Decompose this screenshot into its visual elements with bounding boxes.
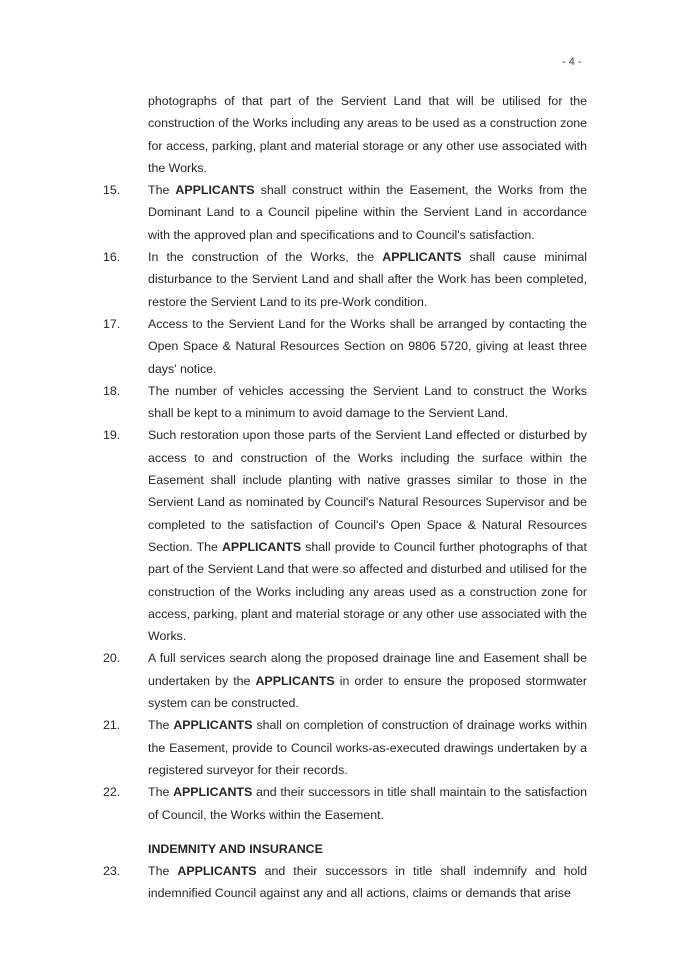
applicants-term: APPLICANTS — [175, 183, 255, 198]
clause-text — [148, 714, 587, 781]
clause-text-end: shall on completion of construction of drainage works within the Easement, provide to Council works-as-executed drawings undertaken by a registered surveyor for their records. — [148, 718, 587, 777]
clause-18 — [0, 380, 683, 425]
clause-text-start: The — [148, 864, 178, 879]
clause-number: 16. — [103, 250, 121, 265]
clause-text-start: The — [148, 785, 174, 800]
applicants-term: APPLICANTS — [173, 785, 253, 800]
clause-23 — [0, 860, 683, 905]
intro-text: photographs of that part of the Servient Land that will be utilised for the construction of the Works including any areas to be used as a construction zone for access, parking, plant and material storage or any other use associated with the Works. — [148, 94, 587, 175]
clause-text-end: shall construct within the Easement, the Works from the Dominant Land to a Council pipeline within the Servient Land in accordance with the approved plan and specifications and to Council's satisfaction. — [148, 183, 587, 242]
clause-22 — [0, 781, 683, 826]
clause-text — [148, 424, 587, 647]
clause-text-end: shall provide to Council further photographs of that part of the Servient Land that were so affected and disturbed and utilised for the construction of the Works including any areas used as a construction zone for access, parking, plant and material storage or any other use associated with the Works. — [148, 539, 587, 644]
clause-text-start: The — [148, 183, 176, 198]
applicants-term: APPLICANTS — [382, 250, 462, 265]
clause-text: The number of vehicles accessing the Servient Land to construct the Works shall be kept to a minimum to avoid damage to the Servient Land. — [148, 383, 587, 421]
clause-number: 18. — [103, 383, 121, 398]
clause-text-end: and their successors in title shall indemnify and hold indemnified Council against any and all actions, claims or demands that arise — [148, 864, 587, 901]
clause-number: 20. — [103, 651, 121, 666]
clause-text-start: A full services search along the proposed drainage line and Easement shall be undertaken by the — [148, 651, 587, 688]
clause-text-start: In the construction of the Works, the — [148, 250, 383, 265]
intro-paragraph — [0, 90, 683, 179]
clause-20 — [0, 647, 683, 714]
page-number: - 4 - — [562, 56, 582, 68]
clause-15 — [0, 179, 683, 246]
clause-text-start: Such restoration upon those parts of the Servient Land effected or disturbed by access to and construction of the Works including the surface within the Easement shall include planting with native grasses similar to those in the Servient Land as nominated by Council's Natural Resources Supervisor and be completed to the satisfaction of Council's Open Space & Natural Resources Section. The — [148, 428, 587, 554]
clause-text-end: shall cause minimal disturbance to the Servient Land and shall after the Work has been completed, restore the Servient Land to its pre-Work condition. — [148, 250, 587, 309]
applicants-term: APPLICANTS — [221, 539, 302, 554]
clause-text: Access to the Servient Land for the Works shall be arranged by contacting the Open Space & Natural Resources Section on 9806 5720, giving at least three days' notice. — [148, 316, 587, 376]
applicants-term: APPLICANTS — [177, 864, 257, 879]
clause-text — [148, 647, 587, 714]
applicants-term: APPLICANTS — [173, 718, 253, 733]
clause-number: 15. — [103, 183, 121, 198]
section-heading: INDEMNITY AND INSURANCE — [148, 841, 323, 856]
clause-text — [148, 781, 587, 826]
clause-number: 19. — [103, 428, 121, 443]
clause-number: 17. — [103, 316, 121, 331]
clause-16 — [0, 246, 683, 313]
clause-text — [148, 179, 587, 246]
clause-19 — [0, 424, 683, 647]
clause-text-end: and their successors in title shall maintain to the satisfaction of Council, the Works within the Easement. — [148, 785, 587, 822]
clause-21 — [0, 714, 683, 781]
clause-text — [148, 246, 587, 313]
document-body — [0, 90, 683, 905]
clause-text — [148, 860, 587, 905]
clause-number: 23. — [103, 864, 121, 879]
clause-text-start: The — [148, 718, 174, 733]
applicants-term: APPLICANTS — [255, 673, 335, 688]
clause-number: 21. — [103, 718, 121, 733]
clause-number: 22. — [103, 785, 121, 800]
clause-text-end: in order to ensure the proposed stormwater system can be constructed. — [148, 673, 587, 711]
clause-17 — [0, 313, 683, 380]
